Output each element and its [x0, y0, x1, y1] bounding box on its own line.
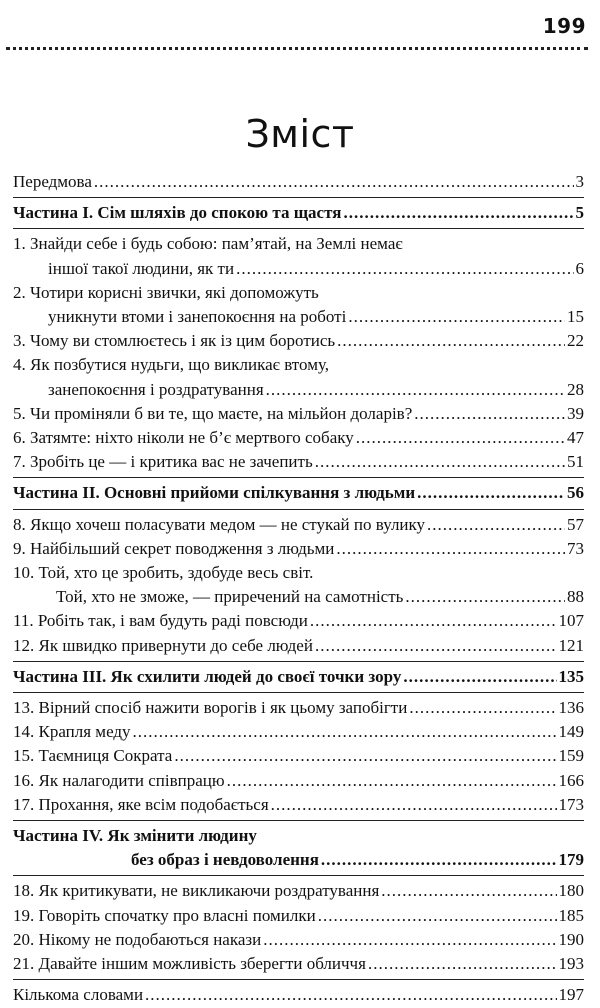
chapter-title: 2. Чотири корисні звички, які допоможуть	[13, 282, 319, 302]
page-number: 199	[542, 14, 586, 38]
toc-part-1[interactable]	[13, 201, 584, 225]
section-divider	[13, 228, 584, 229]
dot-leader	[318, 904, 557, 928]
part-page: 179	[558, 850, 584, 870]
section-divider	[13, 692, 584, 693]
toc-chapter-13[interactable]	[13, 696, 584, 720]
chapter-page: 121	[558, 635, 584, 655]
part-label: Частина II. Основні прийоми спілкування з людьми	[13, 483, 416, 503]
chapter-page: 149	[558, 722, 584, 742]
dot-leader	[271, 793, 557, 817]
chapter-title: 20. Нікому не подобаються накази	[13, 929, 262, 949]
dot-leader	[348, 305, 565, 329]
section-divider	[13, 820, 584, 821]
chapter-title: 7. Зробіть це — і критика вас не зачепить	[13, 452, 313, 472]
chapter-page: 185	[558, 905, 584, 925]
dot-leader	[145, 983, 556, 1007]
chapter-page: 47	[567, 428, 584, 448]
chapter-title-cont: Той, хто не зможе, — приречений на самотність	[56, 587, 404, 607]
chapter-page: 15	[567, 307, 584, 327]
entry-page: 197	[558, 985, 584, 1005]
part-page: 5	[575, 203, 584, 223]
chapter-page: 180	[558, 881, 584, 901]
toc-chapter-12[interactable]	[13, 634, 584, 658]
chapter-title: 1. Знайди себе і будь собою: пам’ятай, на Землі немає	[13, 234, 403, 254]
dot-leader	[405, 585, 565, 609]
chapter-title: 6. Затямте: ніхто ніколи не б’є мертвого собаку	[13, 428, 354, 448]
chapter-page: 107	[558, 611, 584, 631]
toc-chapter-14[interactable]	[13, 720, 584, 744]
chapter-page: 73	[567, 538, 584, 558]
chapter-page: 88	[567, 587, 584, 607]
chapter-page: 173	[558, 794, 584, 814]
toc-part-4[interactable]	[13, 824, 584, 872]
part-page: 135	[558, 666, 584, 686]
chapter-title: 14. Крапля меду	[13, 722, 131, 742]
dot-leader	[236, 257, 573, 281]
chapter-title: 11. Робіть так, і вам будуть раді повсюди	[13, 611, 308, 631]
dot-leader	[94, 170, 574, 194]
toc-chapter-19[interactable]	[13, 904, 584, 928]
toc-chapter-1[interactable]	[13, 232, 584, 280]
chapter-page: 28	[567, 379, 584, 399]
dot-leader	[403, 665, 556, 689]
dot-leader	[336, 537, 565, 561]
chapter-title: 21. Давайте іншим можливість зберегти обличчя	[13, 954, 366, 974]
chapter-title: 3. Чому ви стомлюєтесь і як із цим боротись	[13, 331, 336, 351]
dot-leader	[414, 402, 565, 426]
toc-chapter-2[interactable]	[13, 281, 584, 329]
part-page: 56	[567, 483, 584, 503]
part-label-cont: без образ і невдоволення	[131, 850, 319, 870]
chapter-page: 51	[567, 452, 584, 472]
toc-chapter-18[interactable]	[13, 879, 584, 903]
chapter-page: 39	[567, 403, 584, 423]
toc-title: Зміст	[245, 112, 355, 156]
table-of-contents	[13, 170, 584, 1008]
dot-leader	[266, 378, 565, 402]
chapter-page: 159	[558, 746, 584, 766]
toc-part-2[interactable]	[13, 481, 584, 505]
part-label: Частина III. Як схилити людей до своєї точки зору	[13, 666, 402, 686]
section-divider	[13, 477, 584, 478]
toc-chapter-16[interactable]	[13, 769, 584, 793]
toc-part-3[interactable]	[13, 665, 584, 689]
dot-leader	[427, 513, 565, 537]
chapter-title: 19. Говоріть спочатку про власні помилки	[13, 905, 316, 925]
dot-leader	[310, 609, 557, 633]
section-divider	[13, 197, 584, 198]
toc-chapter-17[interactable]	[13, 793, 584, 817]
chapter-title: 8. Якщо хочеш поласувати медом — не стукай по вулику	[13, 514, 426, 534]
dot-leader	[381, 879, 556, 903]
chapter-title: 15. Таємниця Сократа	[13, 746, 173, 766]
section-divider	[13, 509, 584, 510]
dot-leader	[417, 481, 565, 505]
entry-label: Передмова	[13, 172, 92, 191]
chapter-title: 4. Як позбутися нудьги, що викликає втому,	[13, 355, 329, 375]
chapter-page: 190	[558, 929, 584, 949]
toc-chapter-10[interactable]	[13, 561, 584, 609]
section-divider	[13, 661, 584, 662]
chapter-page: 57	[567, 514, 584, 534]
dot-leader	[337, 329, 565, 353]
chapter-title-cont: уникнути втоми і занепокоєння на роботі	[48, 307, 347, 327]
toc-chapter-3[interactable]	[13, 329, 584, 353]
dot-leader	[133, 720, 557, 744]
dot-leader	[315, 634, 557, 658]
entry-page: 3	[575, 172, 584, 191]
chapter-title: 9. Найбільший секрет поводження з людьми	[13, 538, 335, 558]
chapter-title: 17. Прохання, яке всім подобається	[13, 794, 269, 814]
chapter-page: 136	[558, 698, 584, 718]
dot-leader	[321, 848, 557, 872]
dot-leader	[343, 201, 573, 225]
dot-leader	[315, 450, 565, 474]
chapter-page: 22	[567, 331, 584, 351]
section-divider	[13, 875, 584, 876]
toc-chapter-21[interactable]	[13, 952, 584, 976]
chapter-title: 5. Чи проміняли б ви те, що маєте, на мільйон доларів?	[13, 403, 413, 423]
toc-chapter-4[interactable]	[13, 353, 584, 401]
dot-leader	[227, 769, 557, 793]
chapter-title: 18. Як критикувати, не викликаючи роздратування	[13, 881, 380, 901]
section-divider	[13, 979, 584, 980]
toc-chapter-5[interactable]	[13, 402, 584, 426]
toc-chapter-20[interactable]	[13, 928, 584, 952]
chapter-title: 13. Вірний спосіб нажити ворогів і як цьому запобігти	[13, 698, 408, 718]
header-divider	[6, 47, 588, 50]
part-label: Частина IV. Як змінити людину	[13, 826, 257, 846]
toc-chapter-15[interactable]	[13, 744, 584, 768]
chapter-page: 6	[575, 258, 584, 278]
dot-leader	[263, 928, 556, 952]
toc-chapter-11[interactable]	[13, 609, 584, 633]
dot-leader	[356, 426, 565, 450]
entry-label: Кількома словами	[13, 985, 144, 1005]
toc-chapter-7[interactable]	[13, 450, 584, 474]
chapter-page: 193	[558, 954, 584, 974]
toc-entry-conclusion[interactable]	[13, 983, 584, 1007]
dot-leader	[368, 952, 557, 976]
chapter-page: 166	[558, 770, 584, 790]
dot-leader	[174, 744, 556, 768]
chapter-title: 16. Як налагодити співпрацю	[13, 770, 225, 790]
chapter-title: 10. Той, хто це зробить, здобуде весь світ.	[13, 563, 314, 583]
dot-leader	[409, 696, 556, 720]
toc-chapter-8[interactable]	[13, 513, 584, 537]
chapter-title-cont: іншої такої людини, як ти	[48, 258, 235, 278]
chapter-title-cont: занепокоєння і роздратування	[48, 379, 264, 399]
toc-chapter-6[interactable]	[13, 426, 584, 450]
chapter-title: 12. Як швидко привернути до себе людей	[13, 635, 313, 655]
toc-entry-preface[interactable]	[13, 170, 584, 194]
part-label: Частина I. Сім шляхів до спокою та щастя	[13, 203, 342, 223]
toc-chapter-9[interactable]	[13, 537, 584, 561]
